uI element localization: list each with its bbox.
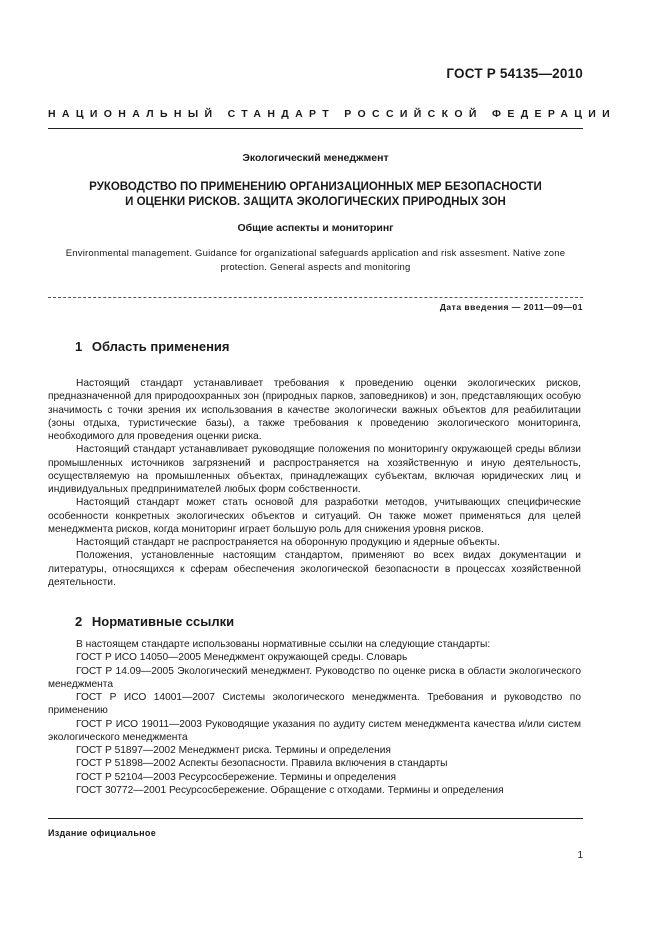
title-divider	[48, 297, 583, 298]
normative-reference: ГОСТ Р ИСО 14001—2007 Системы экологического менеджмента. Требования и руководство по применению	[48, 692, 581, 717]
section-1-heading	[75, 339, 230, 354]
section-1-number: 1	[75, 339, 83, 354]
document-title-line-1: РУКОВОДСТВО ПО ПРИМЕНЕНИЮ ОРГАНИЗАЦИОННЫХ МЕР БЕЗОПАСНОСТИ	[89, 181, 542, 193]
document-title-line-2: И ОЦЕНКИ РИСКОВ. ЗАЩИТА ЭКОЛОГИЧЕСКИХ ПРИРОДНЫХ ЗОН	[125, 196, 506, 208]
footer-divider	[48, 818, 583, 819]
national-standard-heading: НАЦИОНАЛЬНЫЙ СТАНДАРТ РОССИЙСКОЙ ФЕДЕРАЦИИ	[48, 108, 617, 120]
normative-reference: ГОСТ 30772—2001 Ресурсосбережение. Обращение с отходами. Термины и определения	[76, 784, 504, 796]
header-divider	[48, 128, 583, 129]
section-1-paragraph: Настоящий стандарт устанавливает руководящие положения по мониторингу окружающей среды вблизи промышленных источников загрязнений и распространяется на хозяйственную и иную деятельность, осуществляемую на промышленных объектах, принадлежащих субъектам, включая юридических лиц и индивидуальных предпринимателей любых форм собственности.	[48, 444, 581, 495]
normative-reference: ГОСТ Р ИСО 14050—2005 Менеджмент окружающей среды. Словарь	[76, 652, 408, 664]
section-1-paragraph: Настоящий стандарт не распространяется на оборонную продукцию и ядерные объекты.	[76, 537, 500, 548]
introduction-date: Дата введения — 2011—09—01	[439, 302, 583, 312]
normative-reference: ГОСТ Р 14.09—2005 Экологический менеджмент. Руководство по оценке риска в области экологического менеджмента	[48, 665, 581, 690]
english-title	[60, 247, 571, 274]
page-number: 1	[577, 850, 583, 861]
part-title: Общие аспекты и мониторинг	[237, 222, 394, 234]
section-1-body	[48, 377, 581, 589]
document-title	[60, 180, 571, 210]
section-2-body	[48, 638, 581, 797]
section-1-paragraph: Настоящий стандарт может стать основой для разработки методов, учитывающих специфические особенности конкретных экологических объектов и ситуаций. Он также может применяться для целей менеджмента рисков, когда мониторинг играет большую роль для снижения уровня рисков.	[48, 497, 581, 535]
english-title-line-2: protection. General aspects and monitoring	[220, 261, 411, 273]
section-2-number: 2	[75, 614, 83, 629]
document-code: ГОСТ Р 54135—2010	[446, 66, 583, 81]
section-1-paragraph: Положения, установленные настоящим стандартом, применяют во всех видах документации и литературы, относящихся к сферам обеспечения экологической безопасности в процессах хозяйственной деятельности.	[48, 550, 581, 588]
section-1-paragraph: Настоящий стандарт устанавливает требования к проведению оценки экологических рисков, предназначенной для природоохранных зон (природных парков, заповедников) и зон, представляющих особую значимость с точки зрения их использования в качестве экологически важных объектов для реабилитации (зоны отдыха, туристические базы), а также требования к проведению экологического мониторинга, необходимого для проведения оценки риска.	[48, 378, 581, 442]
normative-reference: ГОСТ Р 52104—2003 Ресурсосбережение. Термины и определения	[76, 771, 397, 783]
english-title-line-1: Environmental management. Guidance for organizational safeguards application and risk assesment. Native zone	[65, 248, 566, 259]
normative-reference: ГОСТ Р 51897—2002 Менеджмент риска. Термины и определения	[76, 745, 391, 756]
normative-reference: ГОСТ Р ИСО 19011—2003 Руководящие указания по аудиту систем менеджмента качества и/или систем экологического менеджмента	[48, 718, 581, 743]
section-1-title: Область применения	[91, 339, 230, 354]
official-edition-label: Издание официальное	[48, 828, 157, 838]
normative-reference: ГОСТ Р 51898—2002 Аспекты безопасности. Правила включения в стандарты	[76, 758, 448, 770]
section-2-intro: В настоящем стандарте использованы нормативные ссылки на следующие стандарты:	[76, 639, 491, 650]
section-2-heading	[75, 614, 234, 629]
document-subtitle: Экологический менеджмент	[242, 152, 389, 164]
section-2-title: Нормативные ссылки	[91, 614, 235, 629]
